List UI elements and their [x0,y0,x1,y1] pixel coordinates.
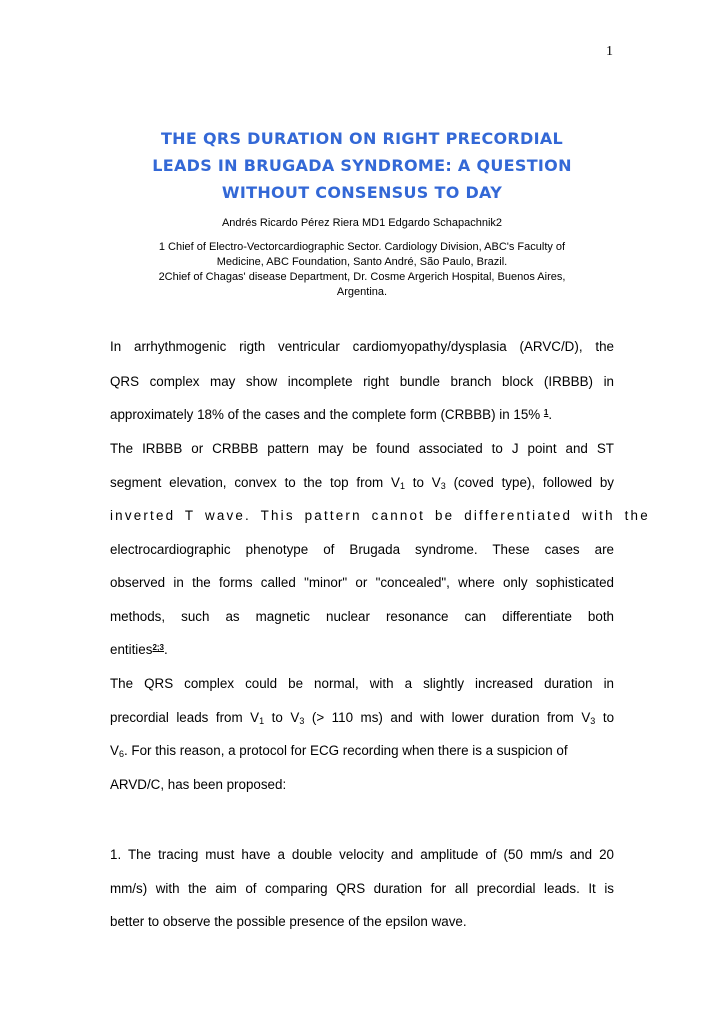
paragraph-4-line: better to observe the possible presence of the epsilon wave. [110,914,467,929]
author-list: Andrés Ricardo Pérez Riera MD1 Edgardo Schapachnik2 [221,217,503,229]
paragraph-2-line: observed in the forms called "minor" or "concealed", where only sophisticated [110,575,614,590]
title-line-1: THE QRS DURATION ON RIGHT PRECORDIAL [160,129,564,148]
paragraph-2-line: entities$^{2;3}$. [110,642,168,657]
reference-link[interactable]: 1 [543,408,549,417]
paragraph-2-line: segment elevation, convex to the top from $V_1$ to $V_3$ (coved type), followed by [110,475,614,491]
paragraph-2-line: The IRBBB or CRBBB pattern may be found associated to J point and ST [110,441,614,456]
page-number: 1 [606,44,613,59]
affiliation-2-line-1: 2Chief of Chagas' disease Department, Dr. Cosme Argerich Hospital, Buenos Aires, [158,271,566,283]
paragraph-2-line: methods, such as magnetic nuclear resonance can differentiate both [110,609,614,624]
paragraph-1-line: approximately 18% of the cases and the complete form (CRBBB) in 15% $^1$. [110,407,553,422]
affiliations [110,240,614,300]
paragraph-4-line: 1. The tracing must have a double velocity and amplitude of (50 mm/s and 20 [110,847,614,862]
paragraph-2-line: inverted T wave. This pattern cannot be differentiated with the [110,508,650,523]
affiliation-1-line-1: 1 Chief of Electro-Vectorcardiographic Sector. Cardiology Division, ABC's Faculty of [158,241,566,253]
paper-title [80,125,644,206]
paragraph-2-line: electrocardiographic phenotype of Brugada syndrome. These cases are [110,542,614,557]
paragraph-3-line: ARVD/C, has been proposed: [110,777,287,792]
paragraph-3-line: The QRS complex could be normal, with a slightly increased duration in [110,676,614,691]
paragraph-1-line: In arrhythmogenic rigth ventricular cardiomyopathy/dysplasia (ARVC/D), the [110,339,614,354]
paragraph-1-line: QRS complex may show incomplete right bundle branch block (IRBBB) in [110,374,614,389]
reference-link[interactable]: 2;3 [152,643,164,652]
affiliation-2-line-2: Argentina. [336,286,388,298]
title-line-3: WITHOUT CONSENSUS TO DAY [221,183,503,202]
paragraph-3-line: precordial leads from $V_1$ to $V_3$ (> 110 ms) and with lower duration from $V_3$ to [110,710,615,726]
paragraph-3-line: $V_6$. For this reason, a protocol for ECG recording when there is a suspicion of [110,743,568,759]
paragraph-4-line: mm/s) with the aim of comparing QRS duration for all precordial leads. It is [110,881,614,896]
affiliation-1-line-2: Medicine, ABC Foundation, Santo André, São Paulo, Brazil. [216,256,508,268]
title-line-2: LEADS IN BRUGADA SYNDROME: A QUESTION [152,156,572,175]
